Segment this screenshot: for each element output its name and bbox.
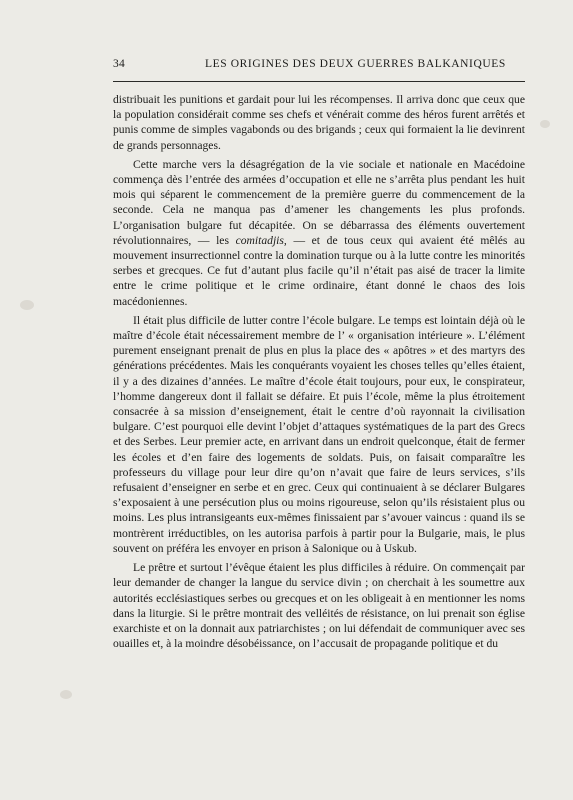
emphasis-text: comitadjis, — [235, 233, 287, 247]
paragraph-text: Cette marche vers la désagrégation de la vie sociale et nationale en Macédoine commença dès l’entrée des armées d’occupation et elle ne s’arrêta plus pendant les huit mois qui séparent le commencement de la première guerre du commencement de la seconde. Cela ne manqua pas d’amener les changements les plus profonds. L’organisation bulgare fut décapitée. On se débarrassa des éléments ouvertement révolutionnaires, — les — [113, 157, 525, 247]
paper-stain — [60, 690, 72, 699]
paragraph: distribuait les punitions et gardait pour lui les récompenses. Il arriva donc que ceux que la population considérait comme ses chefs et vénérait comme des héros furent arrêtés et punis comme de simples vagabonds ou des brigands ; ceux qui formaient la lie devinrent de grands personnages. — [113, 93, 525, 152]
body-text — [113, 92, 525, 655]
page-header — [113, 58, 525, 76]
paper-stain — [20, 300, 34, 310]
paper-stain — [540, 120, 550, 128]
paragraph — [113, 157, 525, 309]
paragraph-text: — et de tous ceux qui avaient été mêlés au mouvement insurrectionnel contre la domination turque ou à la lutte contre les minorités serbes et grecques. Ce fut d’autant plus facile qu’il n’était pas aisé de tracer la limite entre le crime politique et le crime ordinaire, étant donné le chaos des lois macédoniennes. — [113, 233, 525, 308]
page-number: 34 — [113, 58, 126, 70]
paragraph: Il était plus difficile de lutter contre l’école bulgare. Le temps est lointain déjà où le maître d’école était nécessairement membre de l’ « organisation intérieure ». L’élément purement enseignant prenait de plus en plus la place des « apôtres » et des martyrs des générations précédentes. Mais les conquérants voyaient les choses telles qu’elles étaient, il y a des dizaines d’années. Le maître d’école était toujours, pour eux, le conspirateur, l’homme dangereux dont il fallait se défaire. Et puis l’école, même la plus étroitement consacrée à sa mission d’enseignement, était le centre d’où rayonnait la civilisation bulgare. C’est pourquoi elle devint l’objet d’attaques systématiques de la part des Grecs et des Serbes. Leur premier acte, en arrivant dans un endroit quelconque, était de fermer les écoles et d’en faire des logements de soldats. Puis, on faisait comparaître les professeurs du village pour leur dire qu’on n’avait que faire de leurs services, s’ils refusaient d’enseigner en serbe et en grec. Ceux qui continuaient à se déclarer Bulgares s’exposaient à une persécution plus ou moins rigoureuse, selon qu’ils résistaient plus ou moins. Les plus intransigeants eux-mêmes finissaient par s’avouer vaincus : quand ils se montrèrent irréductibles, on les autorisa parfois à partir pour la Bulgarie, mais, le plus souvent on préféra les envoyer en prison à Salonique ou à Uskub. — [113, 313, 525, 555]
header-rule — [113, 81, 525, 82]
running-title: LES ORIGINES DES DEUX GUERRES BALKANIQUES — [205, 58, 506, 70]
paragraph: Le prêtre et surtout l’évêque étaient les plus difficiles à réduire. On commençait par leur demander de changer la langue du service divin ; on cherchait à les soumettre aux autorités ecclésiastiques serbes ou grecques et on les obligeait à en mentionner les noms dans la liturgie. Si le prêtre montrait des velléités de résistance, on lui prenait son église exarchiste et on la donnait aux patriarchistes ; on lui défendait de communiquer avec ses ouailles et, à la moindre désobéissance, on l’accusait de propagande politique et du — [113, 561, 525, 651]
